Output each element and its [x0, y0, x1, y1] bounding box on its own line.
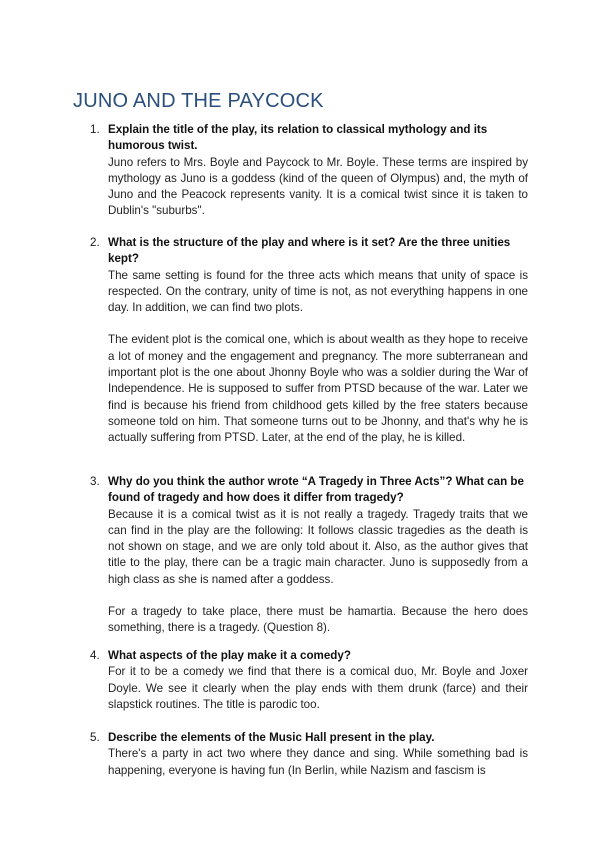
question-heading: Explain the title of the play, its relation to classical mythology and its humorous twist. — [108, 123, 488, 153]
answer-paragraph: Juno refers to Mrs. Boyle and Paycock to Mr. Boyle. These terms are inspired by mythology as Juno is a goddess (kind of the queen of Olympus) and, the myth of Juno and the Peacock represents vanity. It is a comical twist since it is taken to Dublin's "suburbs". — [108, 155, 528, 218]
question-number: 2. — [90, 236, 100, 249]
question-number: 5. — [90, 731, 100, 744]
question-number: 3. — [90, 475, 100, 488]
answer-paragraph: There's a party in act two where they dance and sing. While something bad is happening, everyone is having fun (In Berlin, while Nazism and fascism is — [108, 747, 528, 777]
question-heading: What is the structure of the play and where is it set? Are the three unities kept? — [108, 236, 511, 266]
answer-paragraph: For it to be a comedy we find that there is a comical duo, Mr. Boyle and Joxer Doyle. We see it clearly when the play ends with them drunk (farce) and their slapstick routines. The title is parodic too. — [108, 665, 528, 711]
answer-paragraph: Because it is a comical twist as it is not really a tragedy. Tragedy traits that we can find in the play are the following: It follows classic tragedies as the death is not shown on stage, and we are only told about it. Also, as the author gives that title to the play, there can be a tragic main character. Juno is supposedly from a high class as she is named after a goddess. — [108, 507, 528, 586]
question-3 — [90, 474, 528, 637]
question-4 — [90, 648, 528, 713]
page-title: JUNO AND THE PAYCOCK — [73, 90, 324, 112]
question-2 — [90, 235, 528, 447]
answer-paragraph: The same setting is found for the three acts which means that unity of space is respected. On the contrary, unity of time is not, as not everything happens in one day. In addition, we can find two plots. — [108, 268, 528, 315]
question-heading: Describe the elements of the Music Hall present in the play. — [108, 731, 435, 744]
question-heading: What aspects of the play make it a comedy? — [108, 649, 351, 662]
question-1 — [90, 122, 528, 220]
question-5 — [90, 730, 528, 779]
question-number: 1. — [90, 123, 100, 136]
answer-paragraph: For a tragedy to take place, there must be hamartia. Because the hero does something, there is a tragedy. (Question 8). — [108, 605, 528, 635]
question-number: 4. — [90, 649, 100, 662]
answer-paragraph: The evident plot is the comical one, which is about wealth as they hope to receive a lot of money and the engagement and pregnancy. The more subterranean and important plot is the one about Jhonny Boyle who was a soldier during the War of Independence. He is supposed to suffer from PTSD because of the war. Later we find is because his friend from childhood gets killed by the free staters because someone told on him. That someone turns out to be Jhonny, and that's why he is actually suffering from PTSD. Later, at the end of the play, he is killed. — [108, 333, 528, 445]
question-heading: Why do you think the author wrote “A Tragedy in Three Acts”? What can be found of tragedy and how does it differ from tragedy? — [108, 475, 524, 505]
